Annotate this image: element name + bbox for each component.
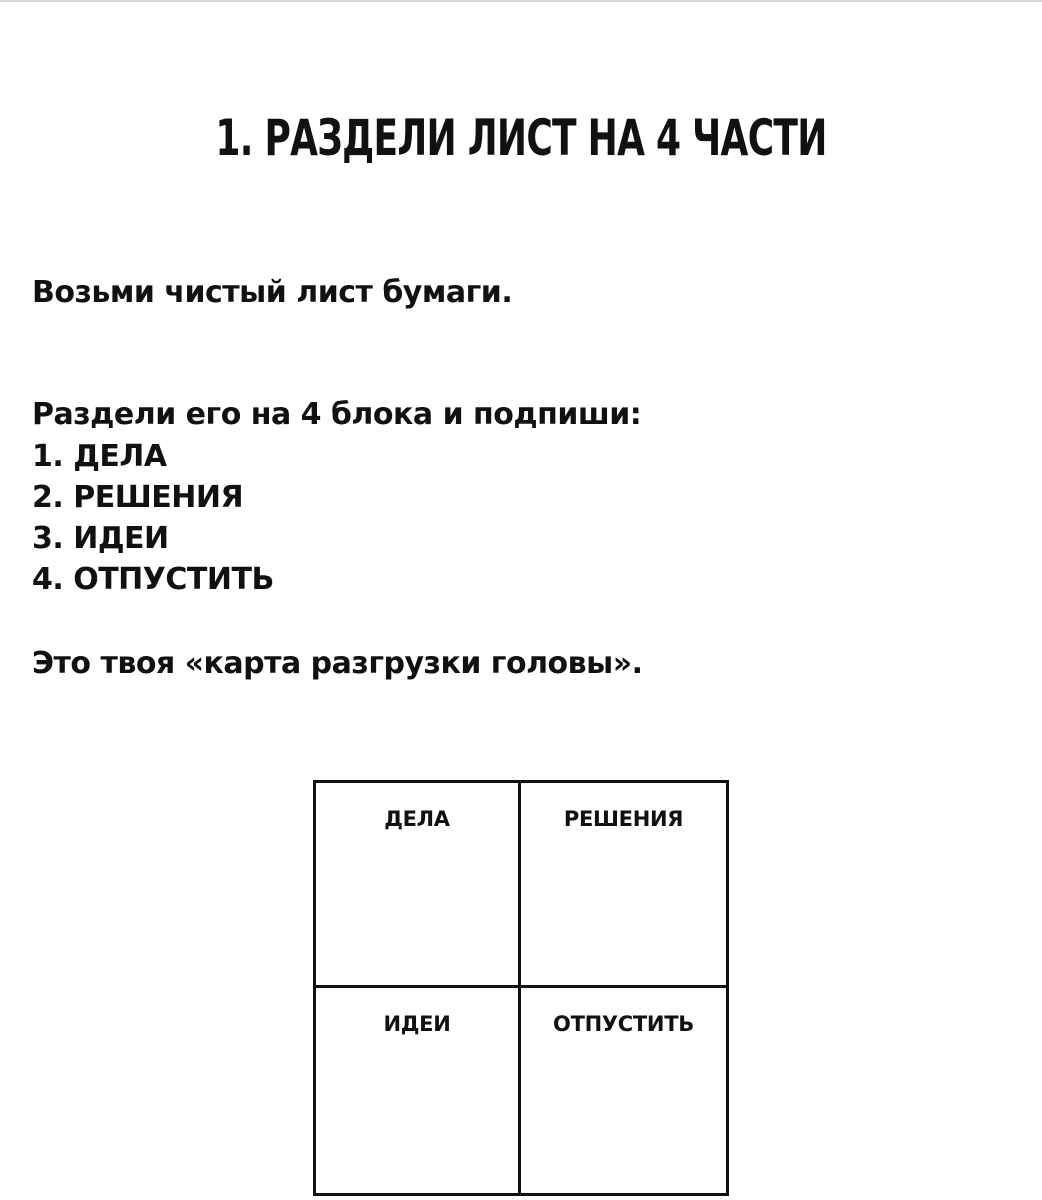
- list-item: 2. РЕШЕНИЯ: [32, 480, 244, 515]
- grid-cell-let-go: [521, 988, 726, 1193]
- list-item: 4. ОТПУСТИТЬ: [32, 562, 274, 597]
- page-title: 1. РАЗДЕЛИ ЛИСТ НА 4 ЧАСТИ: [215, 109, 827, 167]
- grid-cell-label: РЕШЕНИЯ: [563, 807, 684, 831]
- grid-cell-ideas: [316, 988, 521, 1193]
- grid-cell-label: ДЕЛА: [384, 807, 450, 831]
- steps-list: [32, 436, 274, 600]
- top-divider: [0, 0, 1042, 2]
- list-item: 3. ИДЕИ: [32, 521, 169, 556]
- four-block-grid: [313, 780, 729, 1196]
- grid-cell-label: ИДЕИ: [383, 1012, 451, 1036]
- grid-cell-label: ОТПУСТИТЬ: [553, 1012, 694, 1036]
- grid-cell-tasks: [316, 783, 521, 988]
- grid-cell-decisions: [521, 783, 726, 988]
- intro-text: Возьми чистый лист бумаги.: [32, 275, 513, 310]
- map-note: Это твоя «карта разгрузки головы».: [32, 646, 643, 681]
- divide-instruction: Раздели его на 4 блока и подпиши:: [32, 397, 642, 432]
- list-item: 1. ДЕЛА: [32, 439, 167, 474]
